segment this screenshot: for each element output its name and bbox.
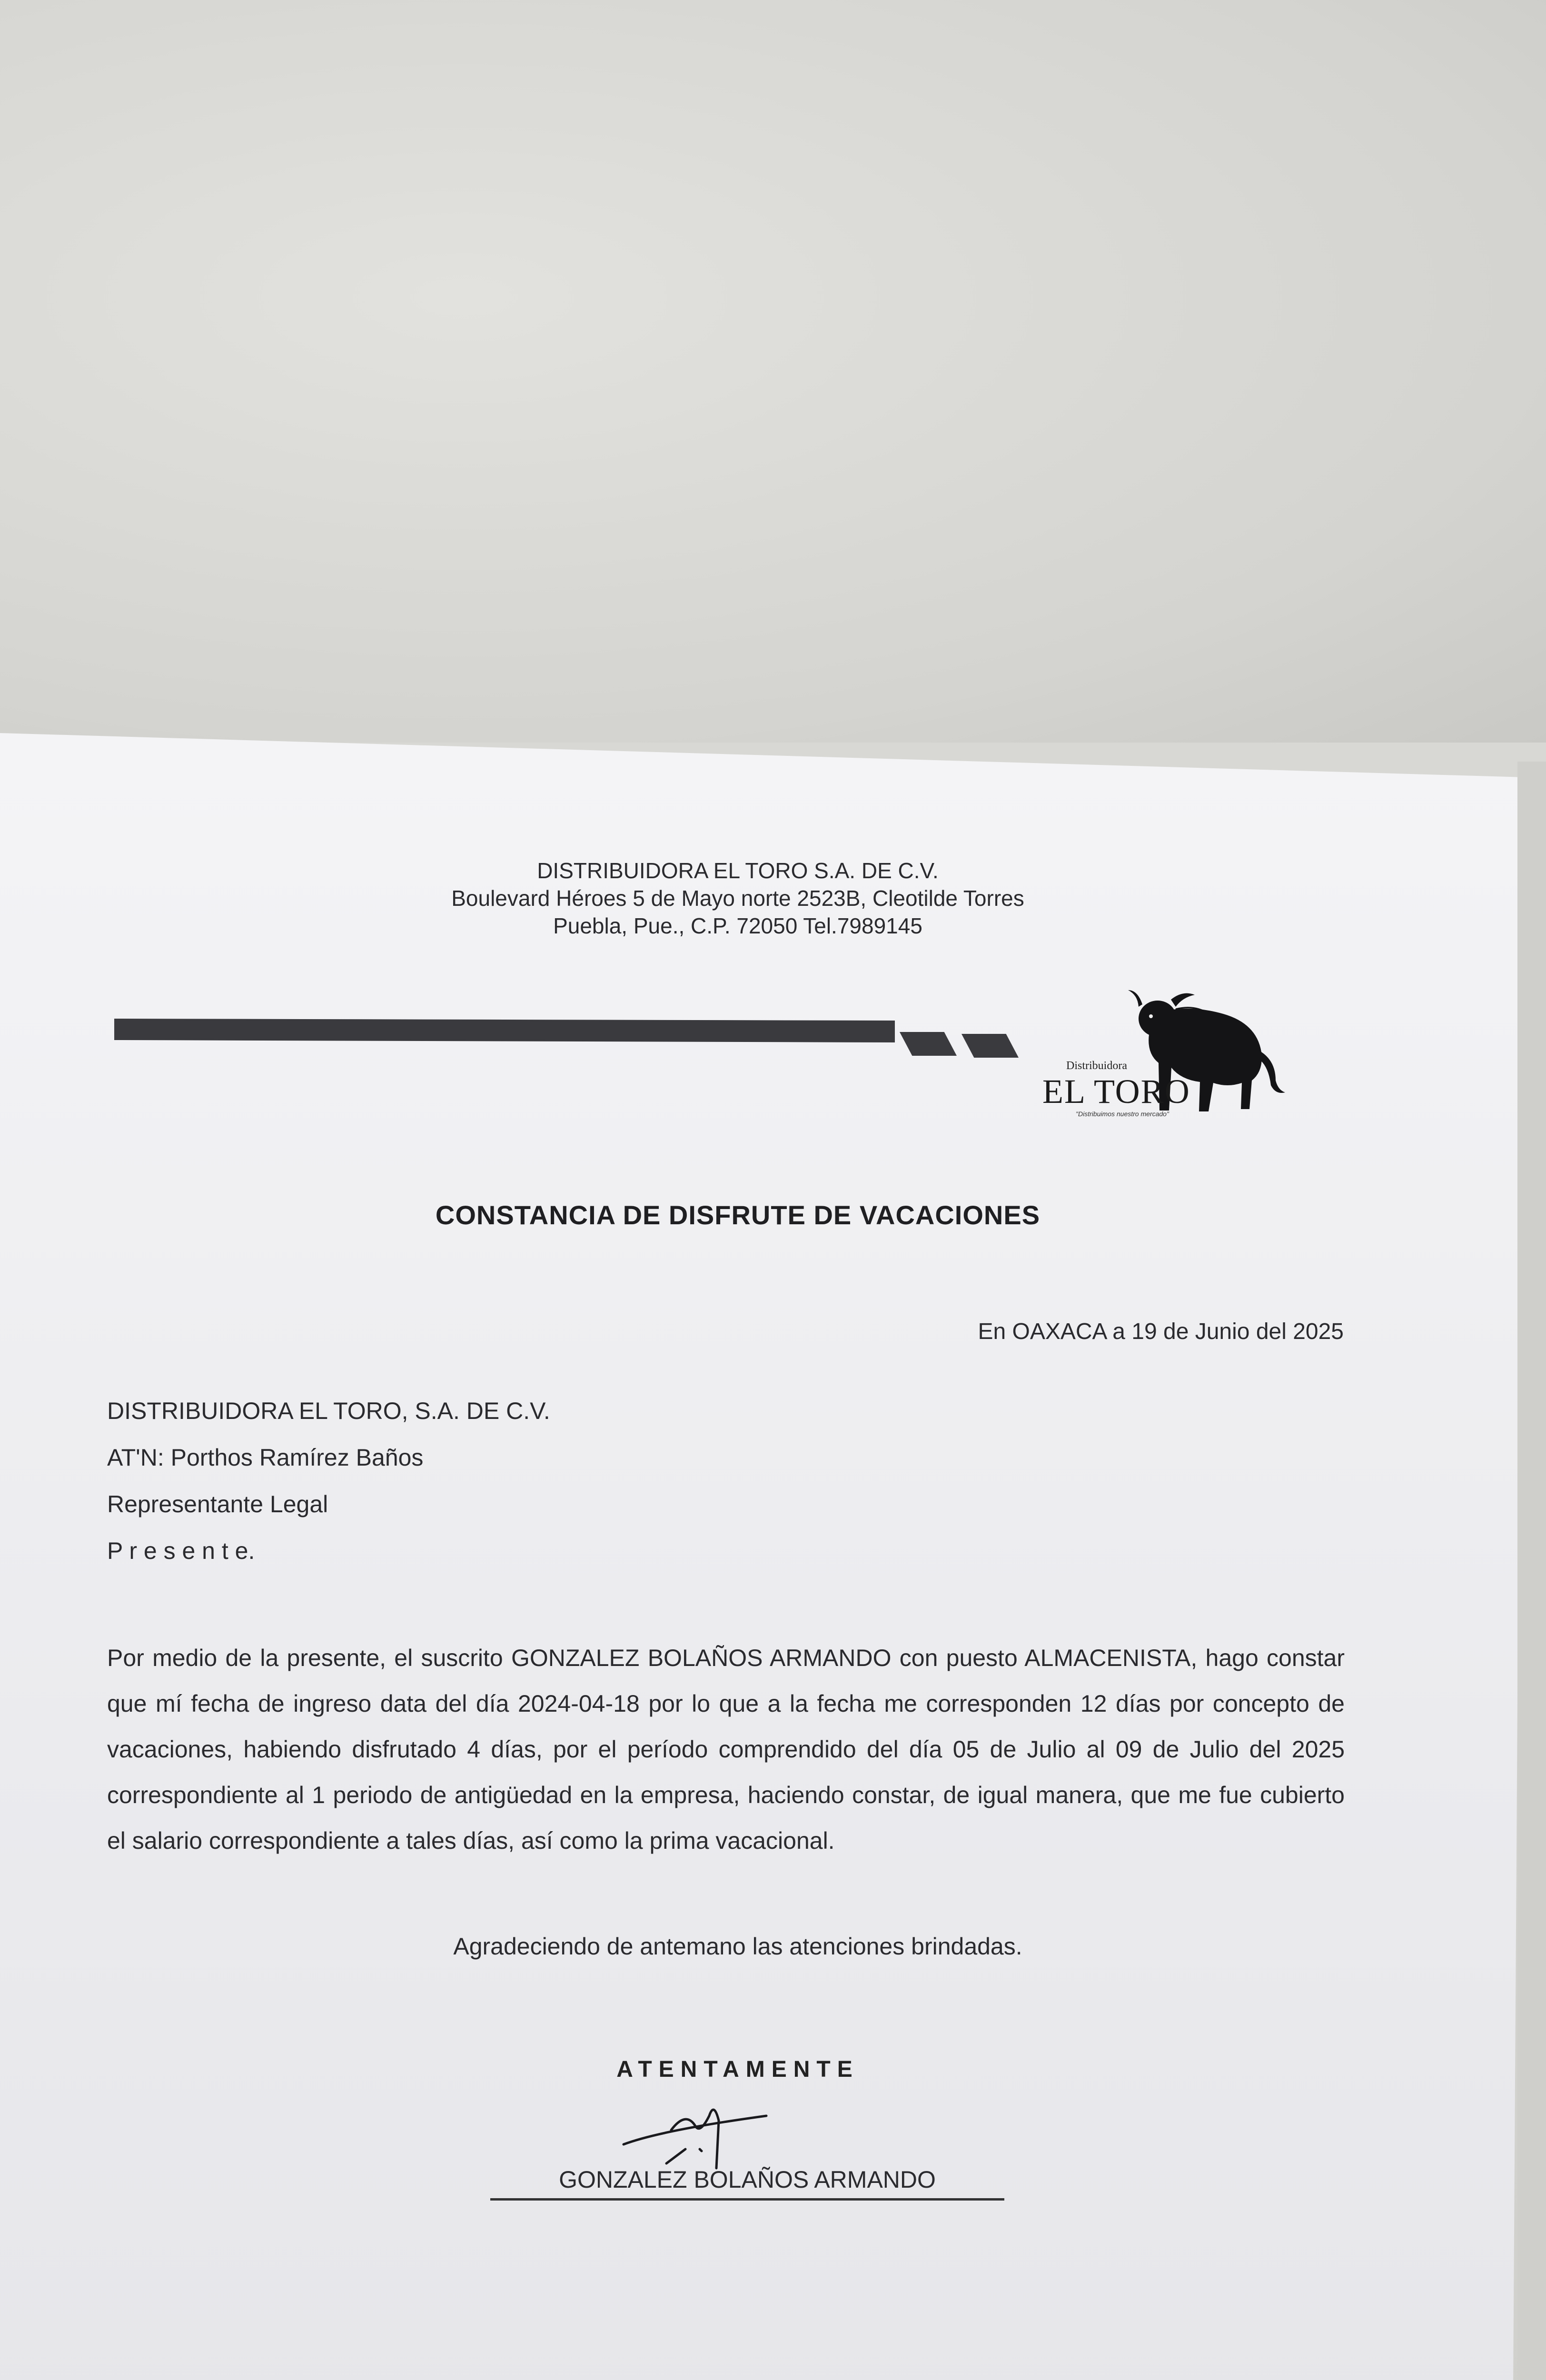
logo-name: EL TORO	[1042, 1072, 1190, 1111]
paper-edge	[1517, 762, 1546, 2380]
logo-slogan: "Distribuimos nuestro mercado"	[1076, 1110, 1169, 1118]
letterhead	[0, 857, 1476, 940]
addressee-block	[107, 1388, 550, 1574]
addressee-company: DISTRIBUIDORA EL TORO, S.A. DE C.V.	[107, 1398, 550, 1424]
company-name: DISTRIBUIDORA EL TORO S.A. DE C.V.	[537, 858, 939, 883]
addressee-presente: P r e s e n t e.	[107, 1537, 255, 1564]
logo-small-text: Distribuidora	[1066, 1060, 1127, 1072]
company-logo	[1033, 971, 1309, 1123]
addressee-attention: AT'N: Porthos Ramírez Baños	[107, 1444, 424, 1471]
header-band	[114, 1019, 895, 1042]
signer-name: GONZALEZ BOLAÑOS ARMANDO	[490, 2166, 1004, 2201]
closing: ATENTAMENTE	[616, 2057, 859, 2082]
document-title: CONSTANCIA DE DISFRUTE DE VACACIONES	[435, 1200, 1041, 1230]
address-line-2: Puebla, Pue., C.P. 72050 Tel.7989145	[553, 913, 922, 938]
date-line: En OAXACA a 19 de Junio del 2025	[978, 1319, 1344, 1344]
body-paragraph: Por medio de la presente, el suscrito GONZALEZ BOLAÑOS ARMANDO con puesto ALMACENISTA, hago constar que mí fecha de ingreso data del día 2024-04-18 por lo que a la fecha me corresponden 12 días por concepto de vacaciones, habiendo disfrutado 4 días, por el período comprendido del día 05 de Julio al 09 de Julio del 2025 correspondiente al 1 periodo de antigüedad en la empresa, haciendo constar, de igual manera, que me fue cubierto el salario correspondiente a tales días, así como la prima vacacional.	[107, 1645, 1345, 1854]
addressee-role: Representante Legal	[107, 1491, 328, 1517]
address-line-1: Boulevard Héroes 5 de Mayo norte 2523B, Cleotilde Torres	[451, 886, 1024, 911]
handwritten-signature	[614, 2087, 776, 2173]
thanks-line: Agradeciendo de antemano las atenciones brindadas.	[453, 1933, 1022, 1960]
background-surface	[0, 0, 1546, 743]
